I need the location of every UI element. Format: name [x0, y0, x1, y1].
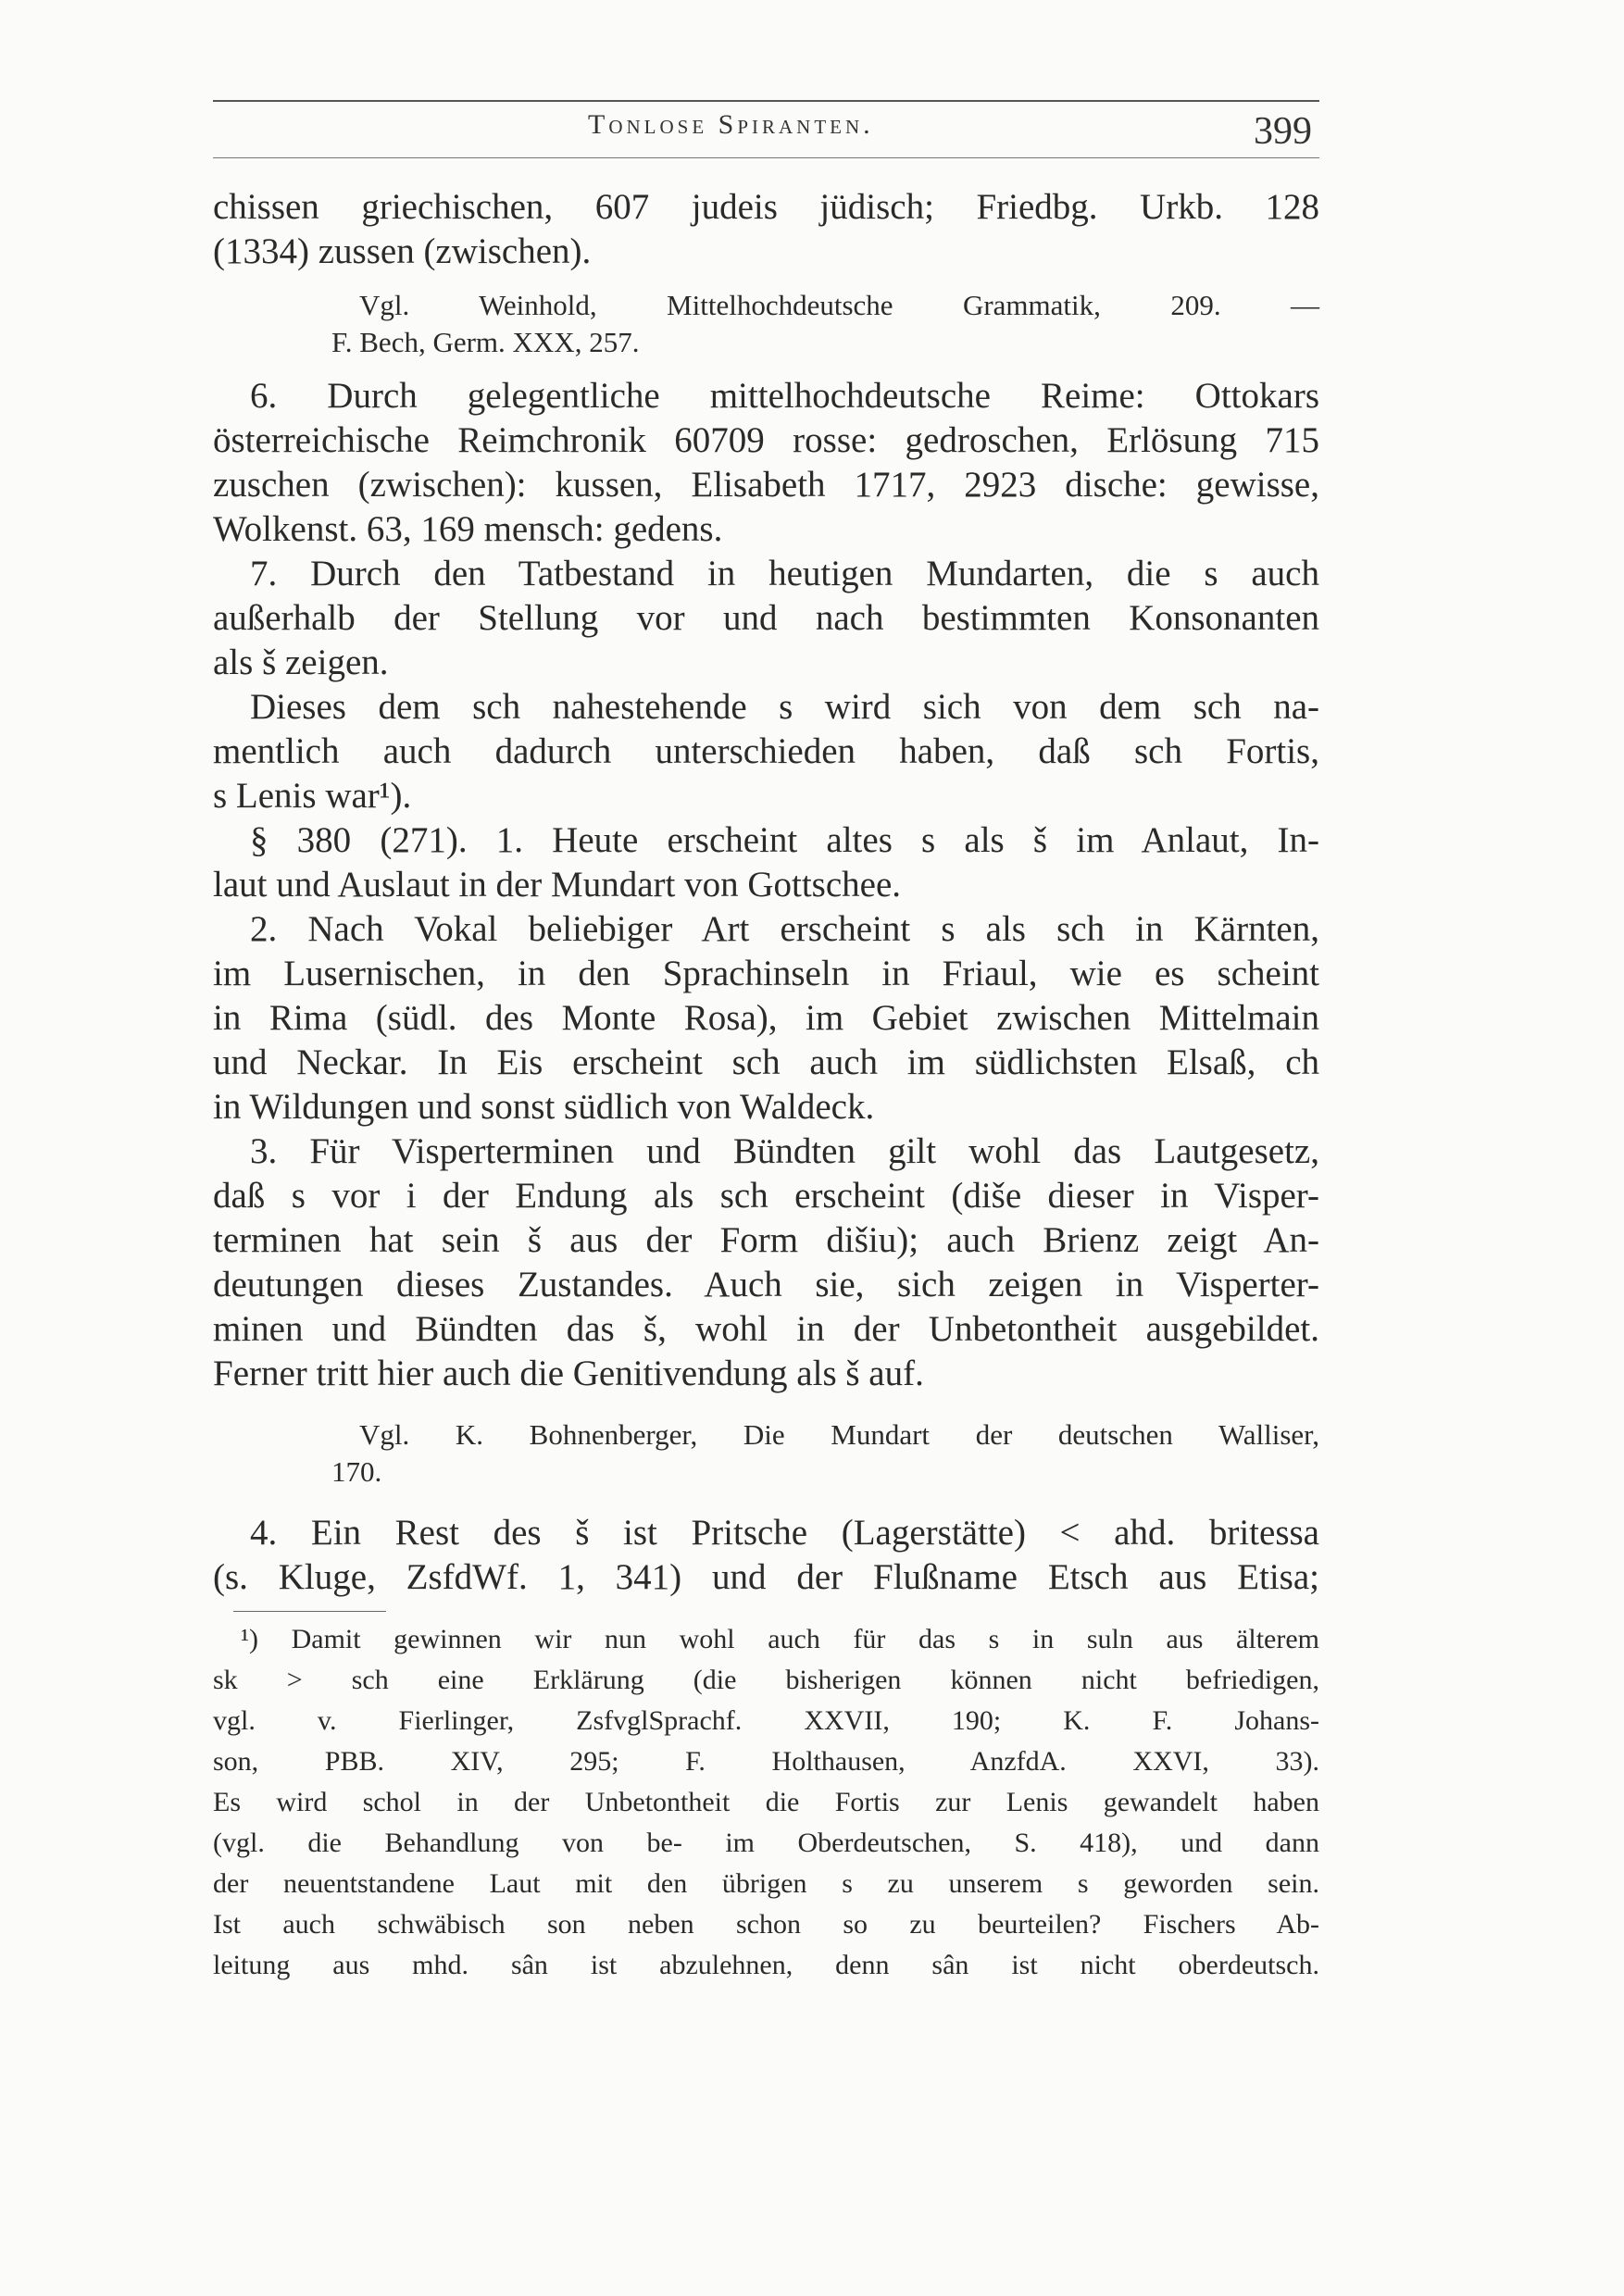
footnote-line: (vgl. die Behandlung von be- im Oberdeutschen, S. 418), und dann — [213, 1828, 1319, 1858]
page-number: 399 — [1254, 110, 1312, 153]
main-text — [213, 185, 1319, 1986]
text-line: laut und Auslaut in der Mundart von Gottschee. — [213, 865, 902, 905]
reference-line: Vgl. K. Bohnenberger, Die Mundart der deutschen Walliser, — [359, 1418, 1319, 1451]
running-head: Tonlose Spiranten. — [588, 109, 874, 140]
text-line: (1334) zussen (zwischen). — [213, 231, 592, 271]
reference-line: Vgl. Weinhold, Mittelhochdeutsche Grammatik, 209. — — [359, 289, 1319, 321]
reference-line: F. Bech, Germ. XXX, 257. — [331, 326, 640, 358]
footnote-rule — [233, 1611, 386, 1612]
footnote-line: sk > sch eine Erklärung (die bisherigen können nicht befriedigen, — [213, 1665, 1319, 1695]
paragraph-start: 3. Für Visperterminen und Bündten gilt wohl das Lautgesetz, — [250, 1131, 1319, 1171]
text-line: Wolkenst. 63, 169 mensch: gedens. — [213, 509, 723, 549]
footnote-line: son, PBB. XIV, 295; F. Holthausen, AnzfdA. XXVI, 33). — [213, 1746, 1319, 1777]
book-page — [213, 0, 1319, 2296]
text-line: in Wildungen und sonst südlich von Waldeck. — [213, 1087, 875, 1127]
paragraph-start: 7. Durch den Tatbestand in heutigen Mundarten, die s auch — [250, 554, 1319, 593]
text-line: deutungen dieses Zustandes. Auch sie, sich zeigen in Visperter- — [213, 1265, 1319, 1304]
text-line: Ferner tritt hier auch die Genitivendung als š auf. — [213, 1354, 924, 1393]
text-line: minen und Bündten das š, wohl in der Unbetontheit ausgebildet. — [213, 1309, 1319, 1349]
section-start: § 380 (271). 1. Heute erscheint altes s als š im Anlaut, In- — [250, 820, 1319, 860]
text-line: terminen hat sein š aus der Form dišiu); auch Brienz zeigt An- — [213, 1220, 1319, 1260]
text-line: mentlich auch dadurch unterschieden haben, daß sch Fortis, — [213, 731, 1319, 771]
text-line: s Lenis war¹). — [213, 776, 412, 816]
footnote-line: Es wird schol in der Unbetontheit die Fortis zur Lenis gewandelt haben — [213, 1787, 1319, 1817]
paragraph-start: Dieses dem sch nahestehende s wird sich von dem sch na- — [250, 687, 1319, 727]
footnote-line: der neuentstandene Laut mit den übrigen s zu unserem s geworden sein. — [213, 1868, 1319, 1899]
footnote-line: ¹) Damit gewinnen wir nun wohl auch für das s in suln aus älterem — [241, 1624, 1319, 1654]
text-line: als š zeigen. — [213, 643, 389, 682]
paragraph-start: 6. Durch gelegentliche mittelhochdeutsche Reime: Ottokars — [250, 376, 1319, 416]
text-line: österreichische Reimchronik 60709 rosse: gedroschen, Erlösung 715 — [213, 420, 1319, 460]
text-line: zuschen (zwischen): kussen, Elisabeth 1717, 2923 dische: gewisse, — [213, 465, 1319, 505]
text-line: daß s vor i der Endung als sch erscheint (diše dieser in Visper- — [213, 1176, 1319, 1216]
footnote-line: Ist auch schwäbisch son neben schon so zu beurteilen? Fischers Ab- — [213, 1909, 1319, 1940]
header-rule-top — [213, 100, 1319, 102]
footnote-line: vgl. v. Fierlinger, ZsfvglSprachf. XXVII, 190; K. F. Johans- — [213, 1705, 1319, 1736]
paragraph-start: 4. Ein Rest des š ist Pritsche (Lagerstätte) < ahd. britessa — [250, 1513, 1319, 1553]
text-line: (s. Kluge, ZsfdWf. 1, 341) und der Flußname Etsch aus Etisa; — [213, 1557, 1319, 1597]
footnote-line: leitung aus mhd. sân ist abzulehnen, denn sân ist nicht oberdeutsch. — [213, 1950, 1319, 1980]
text-line: chissen griechischen, 607 judeis jüdisch; Friedbg. Urkb. 128 — [213, 187, 1319, 227]
text-line: in Rima (südl. des Monte Rosa), im Gebiet zwischen Mittelmain — [213, 998, 1319, 1038]
header-rule-bottom — [213, 157, 1319, 158]
text-line: und Neckar. In Eis erscheint sch auch im südlichsten Elsaß, ch — [213, 1042, 1319, 1082]
paragraph-start: 2. Nach Vokal beliebiger Art erscheint s als sch in Kärnten, — [250, 909, 1319, 949]
text-line: im Lusernischen, in den Sprachinseln in Friaul, wie es scheint — [213, 954, 1319, 993]
reference-line: 170. — [331, 1455, 382, 1488]
text-line: außerhalb der Stellung vor und nach bestimmten Konsonanten — [213, 598, 1319, 638]
